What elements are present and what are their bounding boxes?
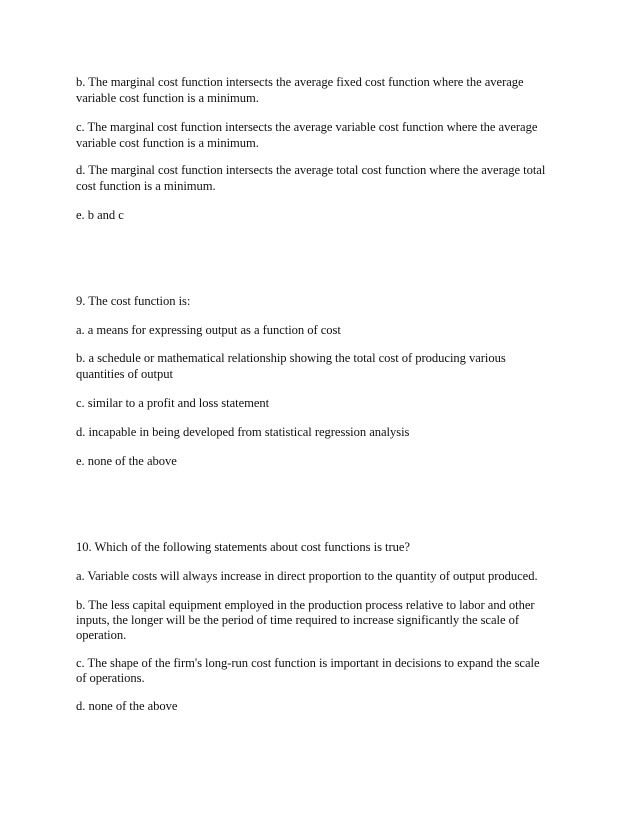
question-9: 9. The cost function is: bbox=[76, 294, 191, 308]
option-d-line-2: cost function is a minimum. bbox=[76, 179, 216, 193]
option-c-line-2: variable cost function is a minimum. bbox=[76, 136, 259, 150]
q10-option-d: d. none of the above bbox=[76, 699, 178, 713]
option-b-line-2: variable cost function is a minimum. bbox=[76, 91, 259, 105]
q10-option-b-line-1: b. The less capital equipment employed in the production process relative to labor and other bbox=[76, 598, 535, 612]
q9-option-b-line-1: b. a schedule or mathematical relationship showing the total cost of producing various bbox=[76, 351, 506, 365]
q9-option-c: c. similar to a profit and loss statement bbox=[76, 396, 270, 410]
q10-option-c-line-2: of operations. bbox=[76, 671, 145, 685]
question-10: 10. Which of the following statements about cost functions is true? bbox=[76, 540, 410, 554]
q9-option-a: a. a means for expressing output as a function of cost bbox=[76, 323, 341, 337]
q9-option-e: e. none of the above bbox=[76, 454, 177, 468]
option-c-line-1: c. The marginal cost function intersects the average variable cost function where the average bbox=[76, 120, 538, 134]
q9-option-d: d. incapable in being developed from statistical regression analysis bbox=[76, 425, 410, 439]
option-e: e. b and c bbox=[76, 208, 124, 222]
q10-option-b-line-2: inputs, the longer will be the period of time required to increase significantly the scale of bbox=[76, 613, 519, 627]
option-d-line-1: d. The marginal cost function intersects the average total cost function where the average total bbox=[76, 163, 546, 177]
q10-option-b-line-3: operation. bbox=[76, 628, 127, 642]
option-b-line-1: b. The marginal cost function intersects the average fixed cost function where the average bbox=[76, 75, 524, 89]
q10-option-c-line-1: c. The shape of the firm's long-run cost function is important in decisions to expand the scale bbox=[76, 656, 540, 670]
q10-option-a: a. Variable costs will always increase in direct proportion to the quantity of output produced. bbox=[76, 569, 538, 583]
q9-option-b-line-2: quantities of output bbox=[76, 367, 173, 381]
